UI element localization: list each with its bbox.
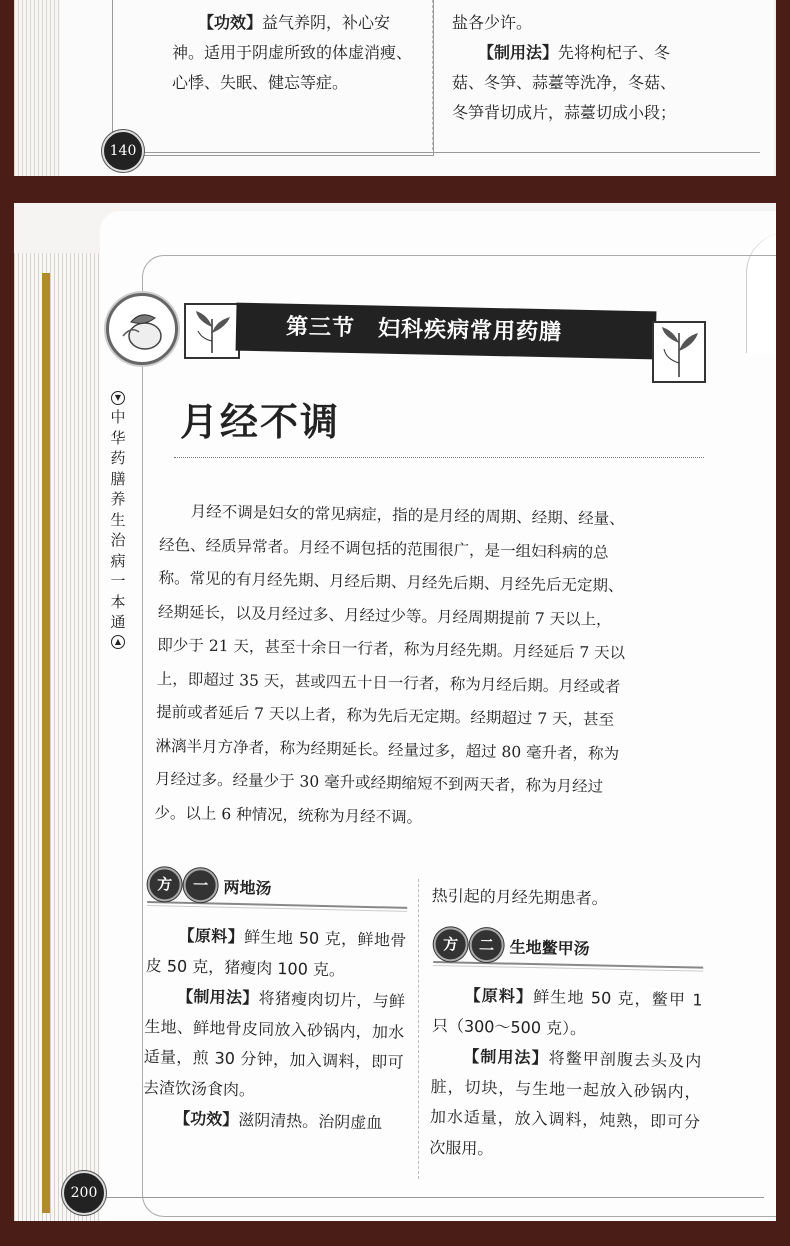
text-line: 少。以上 6 种情况，统称为月经不调。: [154, 803, 423, 827]
ingredients-paragraph: 【原料】鲜生地 50 克，鳖甲 1 只（300～500 克）。: [431, 985, 703, 1038]
recipe-body: [142, 920, 407, 1139]
recipe-header: [147, 867, 408, 907]
title-char: 药: [110, 449, 126, 467]
title-char: 病: [110, 551, 126, 570]
text-line: 月经过多。经量少于 30 毫升或经期缩短不到两天者，称为月经过: [154, 769, 604, 796]
recipe-card: [429, 927, 704, 1169]
bottom-rule: [140, 152, 760, 153]
recipe-badge: 方: [147, 867, 182, 902]
title-char: 膳: [110, 469, 126, 488]
title-char: 生: [110, 510, 126, 529]
title-char: 华: [110, 428, 126, 447]
ingredients-paragraph: 【原料】鲜生地 50 克，鲜地骨皮 50 克，猪瘦肉 100 克。: [145, 925, 407, 979]
title-char: 中: [110, 408, 126, 426]
recipe-name: 生地鳖甲汤: [509, 937, 590, 958]
peach-illustration: [106, 293, 178, 365]
text-line: 提前或者延后 7 天以上者，称为先后无定期。经期超过 7 天，甚至: [156, 702, 615, 729]
book-page: [14, 203, 776, 1221]
top-left-column: [172, 8, 428, 98]
text-line: 经期延长，以及月经过多、月经过少等。月经周期提前 7 天以上，: [157, 602, 612, 629]
column-divider: [418, 879, 419, 1179]
previous-page: [14, 0, 776, 176]
method-paragraph: 【制用法】将猪瘦肉切片，与鲜生地、鲜地骨皮同放入砂锅内，加水适量，煎 30 分钟，加入调料，即可去渣饮汤食肉。: [142, 986, 406, 1099]
recipe-badge: 方: [433, 927, 468, 962]
herb-illustration: [184, 303, 240, 359]
intro-paragraph: [154, 495, 708, 840]
page-number: 140: [102, 130, 144, 172]
chevron-down-icon: ▼: [111, 391, 125, 405]
herb-icon: [654, 323, 704, 381]
herb-icon: [186, 305, 238, 357]
top-right-column: [452, 0, 752, 128]
text-line: 经色、经质异常者。月经不调包括的范围很广，是一组妇科病的总: [158, 535, 609, 562]
bookmark-edge: [42, 273, 50, 1213]
text-line: 即少于 21 天，甚至十余日一行者，称为月经先期。月经延后 7 天以: [157, 635, 626, 663]
peach-icon: [109, 296, 175, 362]
title-char: 本: [110, 592, 126, 611]
text-line: 心悸、失眠、健忘等症。: [172, 73, 349, 92]
page-number: 200: [62, 1171, 106, 1215]
bottom-rule: [104, 1197, 764, 1198]
section-banner: 第三节 妇科疾病常用药膳: [236, 303, 657, 360]
text-line: 上，即超过 35 天，甚或四五十日一行者，称为月经后期。月经或者: [156, 669, 621, 696]
method-paragraph: 【制用法】将鳖甲剖腹去头及内脏，切块，与生地一起放入砂锅内，加水适量，放入调料，炖熟，即可分次服用。: [429, 1046, 702, 1158]
column-divider: [432, 0, 433, 150]
herb-illustration: [652, 321, 706, 383]
recipe-number-badge: 一: [183, 868, 218, 903]
title-char: 养: [110, 490, 126, 508]
title-char: 通: [110, 613, 126, 631]
text-line: 菇、冬笋、蒜薹等洗净，冬菇、: [452, 73, 677, 92]
recipe-name: 两地汤: [223, 877, 272, 898]
recipe-card: [142, 867, 408, 1139]
title-divider: [174, 457, 704, 458]
chevron-up-icon: ▲: [111, 635, 125, 649]
title-char: 治: [110, 531, 126, 549]
recipe-continuation: 热引起的月经先期患者。: [431, 885, 608, 909]
text-line: 淋漓半月方净者，称为经期延长。经量过多，超过 80 毫升者，称为: [155, 736, 620, 763]
recipe-number-badge: 二: [469, 928, 504, 963]
recipe-header: [433, 927, 704, 967]
page-stack-edge: [14, 253, 104, 1221]
page-title: 月经不调: [180, 399, 341, 444]
text-line: 冬笋背切成片，蒜薹切成小段；: [452, 103, 677, 122]
series-title-vertical: [108, 389, 128, 651]
text-line: 神。适用于阴虚所致的体虚消瘦、: [172, 43, 413, 62]
text-line: 称。常见的有月经先期、月经后期、月经先后期、月经先后无定期、: [158, 568, 624, 596]
text-line: 【制用法】先将枸杞子、冬: [478, 43, 671, 62]
text-line: 【功效】益气养阴，补心安: [198, 13, 391, 32]
text-line: 盐各少许。: [452, 13, 533, 32]
page-stack-edge: [14, 0, 60, 176]
text-line: 月经不调是妇女的常见病症，指的是月经的周期、经期、经量、: [190, 502, 625, 529]
recipe-body: [429, 980, 703, 1169]
title-char: 一: [110, 572, 126, 590]
effect-paragraph: 【功效】滋阴清热。治阴虚血: [174, 1108, 383, 1133]
